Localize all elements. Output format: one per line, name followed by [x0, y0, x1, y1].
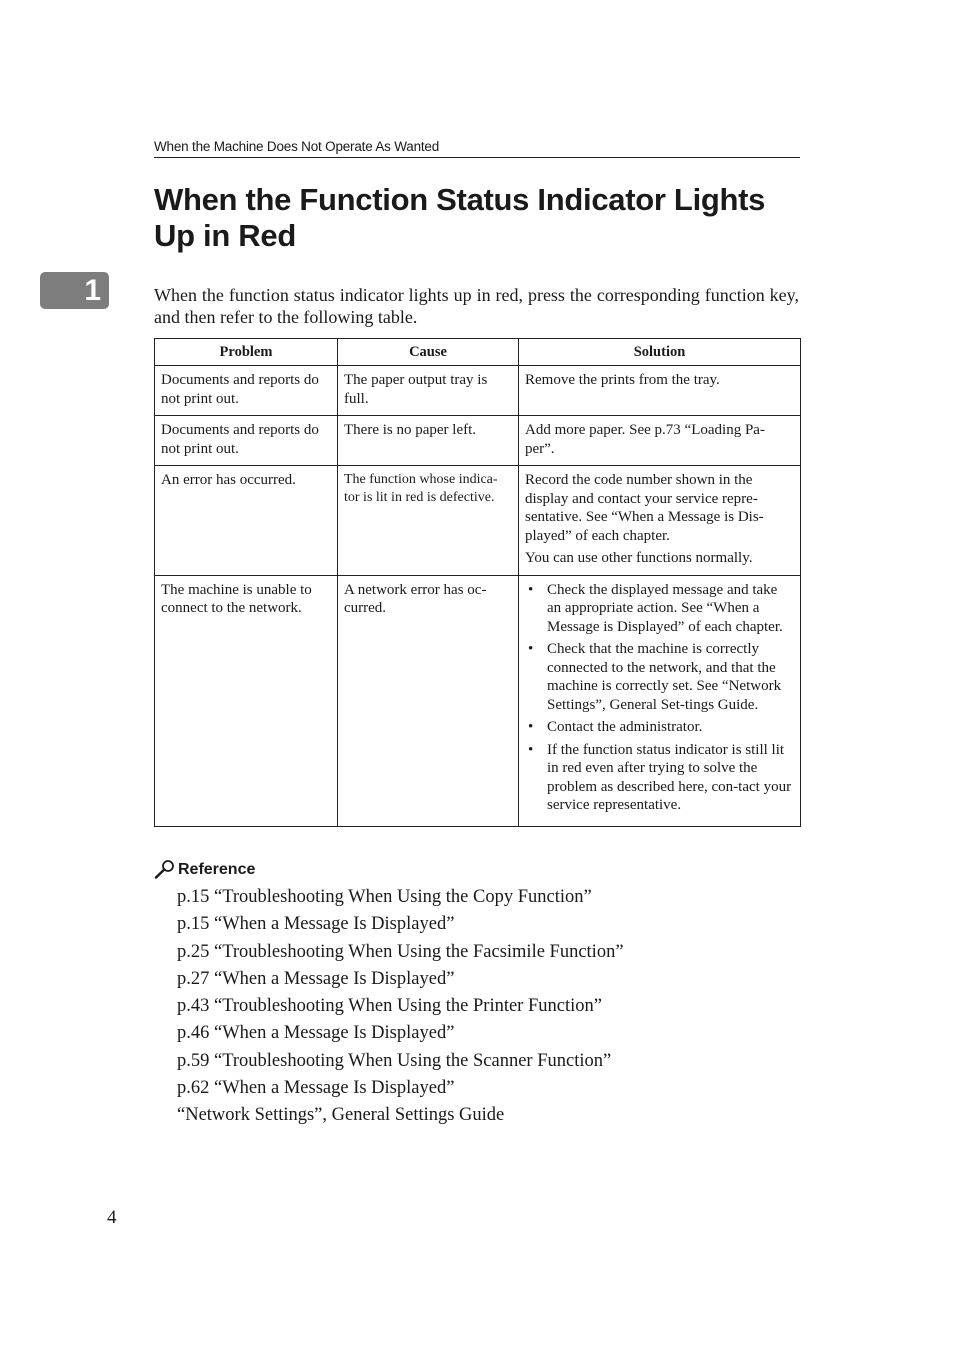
cause-cell: The function whose indica-tor is lit in red is defective. — [338, 466, 519, 576]
table-header-row — [155, 339, 801, 366]
table-row — [155, 575, 801, 826]
intro-paragraph: When the function status indicator lights up in red, press the corresponding function key, and then refer to the following table. — [154, 285, 799, 327]
cause-cell: The paper output tray is full. — [338, 366, 519, 416]
solution-text: Record the code number shown in the display and contact your service repre-sentative. See “When a Message is Dis-played” of each chapter. — [525, 472, 764, 544]
column-header-solution: Solution — [519, 339, 801, 366]
column-header-problem: Problem — [155, 339, 338, 366]
problem-cell: Documents and reports do not print out. — [155, 366, 338, 416]
magnifier-icon — [154, 859, 176, 879]
troubleshooting-table — [154, 338, 801, 827]
problem-cell: An error has occurred. — [155, 466, 338, 576]
page-title: When the Function Status Indicator Lights Up in Red — [154, 182, 766, 253]
reference-list — [177, 884, 624, 1130]
solution-cell — [519, 416, 801, 466]
solution-list-item: • Check the displayed message and take an appropriate action. See “When a Message is Displayed” of each chapter. — [547, 581, 794, 637]
solution-list — [525, 581, 794, 815]
reference-link[interactable]: p.27 “When a Message Is Displayed” — [177, 968, 455, 989]
reference-link[interactable]: p.59 “Troubleshooting When Using the Scanner Function” — [177, 1050, 612, 1071]
solution-cell — [519, 575, 801, 826]
reference-link[interactable]: “Network Settings”, General Settings Guide — [177, 1105, 505, 1126]
solution-list-item: • Contact the administrator. — [547, 718, 794, 737]
reference-heading — [154, 859, 255, 879]
reference-heading-label: Reference — [178, 861, 256, 878]
reference-link[interactable]: p.15 “When a Message Is Displayed” — [177, 914, 455, 935]
solution-text: Add more paper. See p.73 “Loading Pa-per”. — [525, 422, 765, 457]
running-header: When the Machine Does Not Operate As Wanted — [154, 139, 800, 158]
column-header-cause: Cause — [338, 339, 519, 366]
cause-cell: There is no paper left. — [338, 416, 519, 466]
reference-link[interactable]: p.25 “Troubleshooting When Using the Facsimile Function” — [177, 941, 624, 962]
problem-cell: Documents and reports do not print out. — [155, 416, 338, 466]
table-row — [155, 416, 801, 466]
solution-list-item: • If the function status indicator is still lit in red even after trying to solve the problem as described here, con-tact your service representative. — [547, 741, 794, 815]
table-row — [155, 366, 801, 416]
problem-cell: The machine is unable to connect to the network. — [155, 575, 338, 826]
solution-text: You can use other functions normally. — [525, 550, 753, 566]
page-number: 4 — [107, 1207, 117, 1228]
reference-link[interactable]: p.62 “When a Message Is Displayed” — [177, 1078, 455, 1099]
table-row — [155, 466, 801, 576]
reference-link[interactable]: p.43 “Troubleshooting When Using the Printer Function” — [177, 996, 602, 1017]
solution-cell — [519, 366, 801, 416]
solution-cell — [519, 466, 801, 576]
chapter-tab: 1 — [40, 272, 109, 309]
solution-list-item: • Check that the machine is correctly connected to the network, and that the machine is correctly set. See “Network Settings”, General Set-tings Guide. — [547, 640, 794, 714]
reference-link[interactable]: p.46 “When a Message Is Displayed” — [177, 1023, 455, 1044]
cause-cell: A network error has oc-curred. — [338, 575, 519, 826]
reference-link[interactable]: p.15 “Troubleshooting When Using the Copy Function” — [177, 887, 592, 907]
solution-text: Remove the prints from the tray. — [525, 372, 720, 388]
